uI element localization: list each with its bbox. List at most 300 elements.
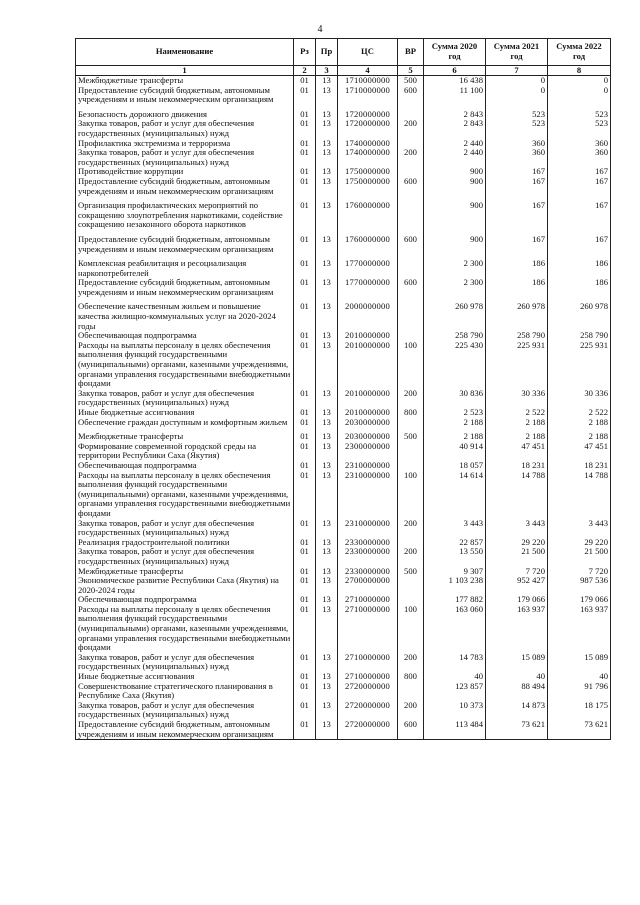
row-name: Обеспечение качественным жильем и повышение качества жилищно-коммунальных услуг на 2020-2024 годы [76, 302, 294, 331]
row-sum-2022: 18 175 [548, 701, 611, 720]
row-sum-2022: 7 720 [548, 567, 611, 577]
row-sum-2020: 900 [424, 177, 486, 196]
row-pr: 13 [316, 605, 338, 653]
row-vr: 500 [398, 76, 424, 86]
row-vr [398, 201, 424, 230]
row-cs: 1770000000 [338, 259, 398, 278]
header-sum-2022: Сумма 2022 год [548, 39, 611, 66]
row-name: Реализация градостроительной политики [76, 538, 294, 548]
header-cs: ЦС [338, 39, 398, 66]
row-sum-2021: 186 [486, 259, 548, 278]
row-rz: 01 [294, 389, 316, 408]
row-cs: 1710000000 [338, 76, 398, 86]
row-pr: 13 [316, 76, 338, 86]
row-sum-2022: 29 220 [548, 538, 611, 548]
row-cs: 1740000000 [338, 148, 398, 167]
row-rz: 01 [294, 576, 316, 595]
row-vr: 600 [398, 86, 424, 105]
row-cs: 2330000000 [338, 567, 398, 577]
row-pr: 13 [316, 538, 338, 548]
table-row [76, 701, 611, 720]
row-pr: 13 [316, 278, 338, 297]
table-row [76, 442, 611, 461]
row-cs: 1710000000 [338, 86, 398, 105]
column-number: 8 [548, 66, 611, 76]
row-vr [398, 302, 424, 331]
row-cs: 2700000000 [338, 576, 398, 595]
row-rz: 01 [294, 653, 316, 672]
row-rz: 01 [294, 605, 316, 653]
row-pr: 13 [316, 110, 338, 120]
row-pr: 13 [316, 442, 338, 461]
row-sum-2021: 7 720 [486, 567, 548, 577]
row-name: Закупка товаров, работ и услуг для обеспечения государственных (муниципальных) нужд [76, 701, 294, 720]
row-sum-2022: 3 443 [548, 519, 611, 538]
row-sum-2021: 260 978 [486, 302, 548, 331]
row-sum-2022: 523 [548, 119, 611, 138]
row-sum-2020: 163 060 [424, 605, 486, 653]
header-sum-2020: Сумма 2020 год [424, 39, 486, 66]
row-name: Расходы на выплаты персоналу в целях обеспечения выполнения функций государственными (муниципальными) органами, казенными учреждениями, органами управления государственными внебюджетными фондами [76, 341, 294, 389]
row-pr: 13 [316, 139, 338, 149]
row-name: Предоставление субсидий бюджетным, автономным учреждениям и иным некоммерческим организациям [76, 278, 294, 297]
table-row [76, 519, 611, 538]
row-name: Расходы на выплаты персоналу в целях обеспечения выполнения функций государственными (муниципальными) органами, казенными учреждениями, органами управления государственными внебюджетными фондами [76, 605, 294, 653]
row-cs: 2710000000 [338, 653, 398, 672]
row-pr: 13 [316, 259, 338, 278]
row-sum-2020: 2 843 [424, 119, 486, 138]
row-sum-2021: 0 [486, 86, 548, 105]
row-rz: 01 [294, 418, 316, 428]
row-sum-2021: 225 931 [486, 341, 548, 389]
row-sum-2022: 2 188 [548, 418, 611, 428]
table-row [76, 418, 611, 428]
row-pr: 13 [316, 119, 338, 138]
row-rz: 01 [294, 278, 316, 297]
row-vr: 800 [398, 672, 424, 682]
row-cs: 1760000000 [338, 201, 398, 230]
row-cs: 1760000000 [338, 235, 398, 254]
header-rz: Рз [294, 39, 316, 66]
row-cs: 2330000000 [338, 538, 398, 548]
row-pr: 13 [316, 653, 338, 672]
row-sum-2020: 30 836 [424, 389, 486, 408]
row-pr: 13 [316, 408, 338, 418]
row-sum-2020: 11 100 [424, 86, 486, 105]
row-sum-2021: 523 [486, 119, 548, 138]
row-rz: 01 [294, 86, 316, 105]
row-pr: 13 [316, 148, 338, 167]
row-cs: 2720000000 [338, 701, 398, 720]
row-sum-2021: 186 [486, 278, 548, 297]
row-sum-2021: 167 [486, 201, 548, 230]
row-rz: 01 [294, 76, 316, 86]
row-pr: 13 [316, 341, 338, 389]
row-cs: 2000000000 [338, 302, 398, 331]
row-cs: 2010000000 [338, 389, 398, 408]
row-sum-2021: 47 451 [486, 442, 548, 461]
table-row [76, 605, 611, 653]
row-sum-2022: 18 231 [548, 461, 611, 471]
row-name: Безопасность дорожного движения [76, 110, 294, 120]
table-row [76, 471, 611, 519]
row-pr: 13 [316, 701, 338, 720]
row-sum-2022: 260 978 [548, 302, 611, 331]
row-pr: 13 [316, 86, 338, 105]
row-sum-2020: 22 857 [424, 538, 486, 548]
row-cs: 2710000000 [338, 605, 398, 653]
row-cs: 1740000000 [338, 139, 398, 149]
table-row [76, 119, 611, 138]
row-sum-2022: 360 [548, 139, 611, 149]
row-vr: 200 [398, 547, 424, 566]
table-row [76, 148, 611, 167]
row-sum-2020: 2 300 [424, 259, 486, 278]
row-cs: 2310000000 [338, 519, 398, 538]
row-name: Межбюджетные трансферты [76, 76, 294, 86]
row-name: Закупка товаров, работ и услуг для обеспечения государственных (муниципальных) нужд [76, 519, 294, 538]
row-pr: 13 [316, 461, 338, 471]
row-sum-2022: 2 188 [548, 432, 611, 442]
row-name: Обеспечение граждан доступным и комфортным жильем [76, 418, 294, 428]
row-name: Противодействие коррупции [76, 167, 294, 177]
row-cs: 1770000000 [338, 278, 398, 297]
row-sum-2021: 523 [486, 110, 548, 120]
row-sum-2021: 258 790 [486, 331, 548, 341]
row-vr: 200 [398, 148, 424, 167]
row-cs: 2310000000 [338, 461, 398, 471]
column-number: 7 [486, 66, 548, 76]
row-vr: 800 [398, 408, 424, 418]
column-number: 3 [316, 66, 338, 76]
row-sum-2022: 186 [548, 259, 611, 278]
row-sum-2020: 14 614 [424, 471, 486, 519]
row-rz: 01 [294, 519, 316, 538]
table-row [76, 278, 611, 297]
row-cs: 2010000000 [338, 408, 398, 418]
row-sum-2020: 10 373 [424, 701, 486, 720]
row-sum-2020: 2 300 [424, 278, 486, 297]
row-cs: 2330000000 [338, 547, 398, 566]
row-cs: 1750000000 [338, 167, 398, 177]
row-rz: 01 [294, 408, 316, 418]
row-sum-2022: 47 451 [548, 442, 611, 461]
row-name: Совершенствование стратегического планирования в Республике Саха (Якутия) [76, 682, 294, 701]
row-sum-2022: 167 [548, 167, 611, 177]
row-vr: 600 [398, 720, 424, 740]
row-pr: 13 [316, 720, 338, 740]
row-vr [398, 682, 424, 701]
row-sum-2022: 179 066 [548, 595, 611, 605]
header-pr: Пр [316, 39, 338, 66]
table-row [76, 653, 611, 672]
row-sum-2021: 40 [486, 672, 548, 682]
row-pr: 13 [316, 547, 338, 566]
row-sum-2021: 3 443 [486, 519, 548, 538]
row-sum-2022: 2 522 [548, 408, 611, 418]
row-vr: 200 [398, 653, 424, 672]
row-vr: 200 [398, 701, 424, 720]
row-sum-2022: 21 500 [548, 547, 611, 566]
row-sum-2020: 9 307 [424, 567, 486, 577]
row-sum-2020: 1 103 238 [424, 576, 486, 595]
row-vr: 600 [398, 235, 424, 254]
row-sum-2021: 167 [486, 235, 548, 254]
row-vr: 500 [398, 567, 424, 577]
row-name: Иные бюджетные ассигнования [76, 408, 294, 418]
header-vr: ВР [398, 39, 424, 66]
row-name: Закупка товаров, работ и услуг для обеспечения государственных (муниципальных) нужд [76, 148, 294, 167]
row-vr [398, 576, 424, 595]
table-header [76, 39, 611, 76]
row-sum-2022: 186 [548, 278, 611, 297]
row-rz: 01 [294, 720, 316, 740]
row-sum-2021: 360 [486, 148, 548, 167]
row-vr: 100 [398, 471, 424, 519]
row-sum-2021: 2 188 [486, 418, 548, 428]
table-row [76, 86, 611, 105]
row-sum-2020: 40 [424, 672, 486, 682]
row-rz: 01 [294, 461, 316, 471]
row-pr: 13 [316, 167, 338, 177]
row-sum-2021: 2 522 [486, 408, 548, 418]
row-name: Предоставление субсидий бюджетным, автономным учреждениям и иным некоммерческим организациям [76, 86, 294, 105]
row-sum-2022: 167 [548, 235, 611, 254]
row-rz: 01 [294, 167, 316, 177]
table-row [76, 235, 611, 254]
row-rz: 01 [294, 201, 316, 230]
row-sum-2020: 123 857 [424, 682, 486, 701]
row-sum-2021: 73 621 [486, 720, 548, 740]
row-rz: 01 [294, 259, 316, 278]
row-vr: 200 [398, 389, 424, 408]
row-cs: 2710000000 [338, 672, 398, 682]
row-cs: 1720000000 [338, 110, 398, 120]
row-rz: 01 [294, 110, 316, 120]
row-sum-2021: 0 [486, 76, 548, 86]
row-sum-2022: 163 937 [548, 605, 611, 653]
row-name: Закупка товаров, работ и услуг для обеспечения государственных (муниципальных) нужд [76, 389, 294, 408]
row-name: Закупка товаров, работ и услуг для обеспечения государственных (муниципальных) нужд [76, 653, 294, 672]
row-rz: 01 [294, 432, 316, 442]
row-sum-2020: 14 783 [424, 653, 486, 672]
row-rz: 01 [294, 302, 316, 331]
row-sum-2021: 18 231 [486, 461, 548, 471]
header-name: Наименование [76, 39, 294, 66]
table-row [76, 177, 611, 196]
row-name: Закупка товаров, работ и услуг для обеспечения государственных (муниципальных) нужд [76, 547, 294, 566]
column-numbers-row [76, 66, 611, 76]
row-sum-2020: 40 914 [424, 442, 486, 461]
row-cs: 2300000000 [338, 442, 398, 461]
table-row [76, 302, 611, 331]
row-name: Иные бюджетные ассигнования [76, 672, 294, 682]
row-pr: 13 [316, 567, 338, 577]
row-sum-2020: 900 [424, 201, 486, 230]
table-row [76, 389, 611, 408]
table-row [76, 201, 611, 230]
table-row [76, 341, 611, 389]
row-sum-2020: 2 188 [424, 432, 486, 442]
row-sum-2022: 167 [548, 177, 611, 196]
row-pr: 13 [316, 331, 338, 341]
column-number: 5 [398, 66, 424, 76]
row-name: Обеспечивающая подпрограмма [76, 331, 294, 341]
row-rz: 01 [294, 235, 316, 254]
row-cs: 2010000000 [338, 331, 398, 341]
row-sum-2020: 900 [424, 235, 486, 254]
row-sum-2022: 167 [548, 201, 611, 230]
row-rz: 01 [294, 547, 316, 566]
row-sum-2020: 900 [424, 167, 486, 177]
row-rz: 01 [294, 701, 316, 720]
row-rz: 01 [294, 341, 316, 389]
row-name: Экономическое развитие Республики Саха (Якутия) на 2020-2024 годы [76, 576, 294, 595]
row-sum-2020: 2 523 [424, 408, 486, 418]
row-pr: 13 [316, 235, 338, 254]
page-number: 4 [317, 24, 323, 35]
row-vr [398, 259, 424, 278]
row-sum-2021: 88 494 [486, 682, 548, 701]
row-vr: 600 [398, 278, 424, 297]
row-vr: 500 [398, 432, 424, 442]
row-sum-2020: 18 057 [424, 461, 486, 471]
column-number: 2 [294, 66, 316, 76]
row-sum-2021: 14 873 [486, 701, 548, 720]
row-pr: 13 [316, 418, 338, 428]
row-sum-2022: 15 089 [548, 653, 611, 672]
table-row [76, 720, 611, 740]
row-name: Предоставление субсидий бюджетным, автономным учреждениям и иным некоммерческим организациям [76, 720, 294, 740]
row-sum-2021: 14 788 [486, 471, 548, 519]
row-sum-2021: 360 [486, 139, 548, 149]
row-sum-2022: 73 621 [548, 720, 611, 740]
row-rz: 01 [294, 331, 316, 341]
table-body [76, 76, 611, 740]
row-cs: 2710000000 [338, 595, 398, 605]
row-pr: 13 [316, 201, 338, 230]
row-rz: 01 [294, 148, 316, 167]
row-rz: 01 [294, 567, 316, 577]
row-cs: 2720000000 [338, 682, 398, 701]
column-number: 4 [338, 66, 398, 76]
row-pr: 13 [316, 471, 338, 519]
row-name: Формирование современной городской среды на территории Республики Саха (Якутия) [76, 442, 294, 461]
row-sum-2022: 225 931 [548, 341, 611, 389]
column-number: 1 [76, 66, 294, 76]
row-name: Межбюджетные трансферты [76, 432, 294, 442]
row-sum-2022: 987 536 [548, 576, 611, 595]
row-name: Расходы на выплаты персоналу в целях обеспечения выполнения функций государственными (муниципальными) органами, казенными учреждениями, органами управления государственными внебюджетными фондами [76, 471, 294, 519]
row-rz: 01 [294, 672, 316, 682]
row-name: Обеспечивающая подпрограмма [76, 595, 294, 605]
row-sum-2022: 360 [548, 148, 611, 167]
row-sum-2020: 16 438 [424, 76, 486, 86]
row-sum-2020: 225 430 [424, 341, 486, 389]
row-sum-2020: 2 843 [424, 110, 486, 120]
table-row [76, 682, 611, 701]
row-rz: 01 [294, 538, 316, 548]
row-pr: 13 [316, 682, 338, 701]
row-pr: 13 [316, 576, 338, 595]
row-name: Предоставление субсидий бюджетным, автономным учреждениям и иным некоммерческим организациям [76, 235, 294, 254]
budget-table [75, 38, 611, 740]
row-rz: 01 [294, 177, 316, 196]
row-sum-2021: 952 427 [486, 576, 548, 595]
row-cs: 1720000000 [338, 119, 398, 138]
table-row [76, 259, 611, 278]
row-sum-2021: 30 336 [486, 389, 548, 408]
table-row [76, 547, 611, 566]
row-name: Закупка товаров, работ и услуг для обеспечения государственных (муниципальных) нужд [76, 119, 294, 138]
row-name: Предоставление субсидий бюджетным, автономным учреждениям и иным некоммерческим организациям [76, 177, 294, 196]
row-sum-2022: 40 [548, 672, 611, 682]
row-sum-2021: 167 [486, 167, 548, 177]
row-pr: 13 [316, 177, 338, 196]
row-vr: 600 [398, 177, 424, 196]
row-sum-2020: 3 443 [424, 519, 486, 538]
row-cs: 2030000000 [338, 418, 398, 428]
row-sum-2022: 523 [548, 110, 611, 120]
row-cs: 2720000000 [338, 720, 398, 740]
row-pr: 13 [316, 519, 338, 538]
row-sum-2020: 13 550 [424, 547, 486, 566]
column-number: 6 [424, 66, 486, 76]
row-sum-2020: 2 440 [424, 139, 486, 149]
row-vr: 100 [398, 341, 424, 389]
row-name: Обеспечивающая подпрограмма [76, 461, 294, 471]
row-sum-2021: 21 500 [486, 547, 548, 566]
row-vr: 200 [398, 119, 424, 138]
row-sum-2020: 113 484 [424, 720, 486, 740]
row-rz: 01 [294, 595, 316, 605]
row-name: Профилактика экстремизма и терроризма [76, 139, 294, 149]
row-cs: 2310000000 [338, 471, 398, 519]
row-sum-2022: 258 790 [548, 331, 611, 341]
row-pr: 13 [316, 432, 338, 442]
row-cs: 1750000000 [338, 177, 398, 196]
row-sum-2021: 29 220 [486, 538, 548, 548]
row-rz: 01 [294, 471, 316, 519]
row-rz: 01 [294, 442, 316, 461]
row-sum-2020: 258 790 [424, 331, 486, 341]
row-sum-2020: 177 882 [424, 595, 486, 605]
row-pr: 13 [316, 389, 338, 408]
table-row [76, 576, 611, 595]
row-sum-2021: 2 188 [486, 432, 548, 442]
row-pr: 13 [316, 672, 338, 682]
row-name: Комплексная реабилитация и ресоциализация наркопотребителей [76, 259, 294, 278]
row-sum-2022: 0 [548, 76, 611, 86]
row-sum-2020: 2 188 [424, 418, 486, 428]
row-sum-2022: 14 788 [548, 471, 611, 519]
row-rz: 01 [294, 682, 316, 701]
row-cs: 2010000000 [338, 341, 398, 389]
row-name: Организация профилактических мероприятий по сокращению злоупотребления наркотиками, содействие сокращению незаконного оборота наркотиков [76, 201, 294, 230]
row-vr: 200 [398, 519, 424, 538]
row-pr: 13 [316, 302, 338, 331]
row-sum-2022: 0 [548, 86, 611, 105]
row-sum-2021: 179 066 [486, 595, 548, 605]
row-sum-2022: 30 336 [548, 389, 611, 408]
row-pr: 13 [316, 595, 338, 605]
row-name: Межбюджетные трансферты [76, 567, 294, 577]
row-vr [398, 442, 424, 461]
row-rz: 01 [294, 119, 316, 138]
row-sum-2021: 15 089 [486, 653, 548, 672]
row-vr: 100 [398, 605, 424, 653]
row-sum-2021: 167 [486, 177, 548, 196]
